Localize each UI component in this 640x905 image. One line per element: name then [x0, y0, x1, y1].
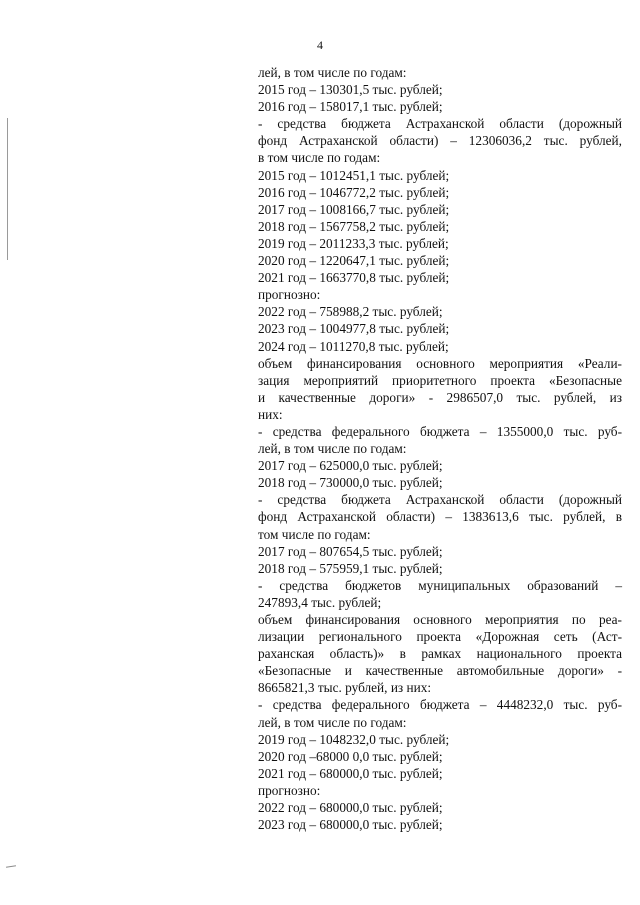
text-line: 2015 год – 1012451,1 тыс. рублей;: [258, 167, 450, 183]
text-line: 2020 год –68000 0,0 тыс. рублей;: [258, 748, 443, 764]
text-line: 2017 год – 1008166,7 тыс. рублей;: [258, 201, 450, 217]
text-line: прогнозно:: [258, 287, 321, 303]
text-line: 2018 год – 1567758,2 тыс. рублей;: [258, 218, 450, 234]
text-line: и качественные дороги» - 2986507,0 тыс. рублей, из: [258, 389, 622, 405]
scan-margin-line: [7, 118, 8, 260]
text-line: 8665821,3 тыс. рублей, из них:: [258, 680, 432, 696]
text-line: 2017 год – 807654,5 тыс. рублей;: [258, 543, 443, 559]
text-line: 2021 год – 680000,0 тыс. рублей;: [258, 765, 443, 781]
text-line: в том числе по годам:: [258, 150, 381, 166]
text-line: 2018 год – 730000,0 тыс. рублей;: [258, 475, 443, 491]
text-line: лей, в том числе по годам:: [258, 65, 407, 80]
text-line: 2016 год – 1046772,2 тыс. рублей;: [258, 184, 450, 200]
text-line: зация мероприятий приоритетного проекта «Безопасные: [258, 372, 622, 388]
text-line: - средства федерального бюджета – 4448232,0 тыс. руб-: [258, 697, 622, 713]
document-body: [258, 64, 622, 833]
text-line: 2022 год – 680000,0 тыс. рублей;: [258, 800, 443, 816]
text-line: 2023 год – 1004977,8 тыс. рублей;: [258, 321, 450, 337]
text-line: объем финансирования основного мероприятия «Реали-: [258, 355, 622, 371]
text-line: 2019 год – 2011233,3 тыс. рублей;: [258, 235, 449, 251]
text-line: том числе по годам:: [258, 526, 371, 542]
text-line: 2019 год – 1048232,0 тыс. рублей;: [258, 731, 450, 747]
text-line: 2024 год – 1011270,8 тыс. рублей;: [258, 338, 449, 354]
text-line: 2015 год – 130301,5 тыс. рублей;: [258, 82, 443, 98]
text-line: прогнозно:: [258, 782, 321, 798]
text-line: 2021 год – 1663770,8 тыс. рублей;: [258, 270, 450, 286]
text-line: 2018 год – 575959,1 тыс. рублей;: [258, 560, 443, 576]
scan-artifact-mark: [6, 865, 16, 867]
text-line: - средства федерального бюджета – 1355000,0 тыс. руб-: [258, 423, 622, 439]
text-line: - средства бюджета Астраханской области (дорожный: [258, 492, 622, 508]
text-line: лей, в том числе по годам:: [258, 441, 407, 457]
text-line: «Безопасные и качественные автомобильные дороги» -: [258, 663, 622, 679]
text-line: - средства бюджетов муниципальных образований –: [258, 577, 622, 593]
text-line: 247893,4 тыс. рублей;: [258, 594, 382, 610]
text-line: фонд Астраханской области) – 12306036,2 тыс. рублей,: [258, 133, 622, 149]
text-line: них:: [258, 406, 283, 422]
text-line: раханская область)» в рамках национального проекта: [258, 646, 622, 662]
text-line: 2020 год – 1220647,1 тыс. рублей;: [258, 253, 450, 269]
text-line: 2022 год – 758988,2 тыс. рублей;: [258, 304, 443, 320]
text-line: 2023 год – 680000,0 тыс. рублей;: [258, 817, 443, 833]
text-line: - средства бюджета Астраханской области (дорожный: [258, 116, 622, 132]
text-line: лей, в том числе по годам:: [258, 714, 407, 730]
text-line: лизации регионального проекта «Дорожная сеть (Аст-: [258, 629, 622, 645]
text-line: фонд Астраханской области) – 1383613,6 тыс. рублей, в: [258, 509, 622, 525]
text-line: 2016 год – 158017,1 тыс. рублей;: [258, 99, 443, 115]
page-number: 4: [317, 38, 323, 52]
text-line: объем финансирования основного мероприятия по реа-: [258, 612, 622, 627]
text-line: 2017 год – 625000,0 тыс. рублей;: [258, 458, 443, 474]
